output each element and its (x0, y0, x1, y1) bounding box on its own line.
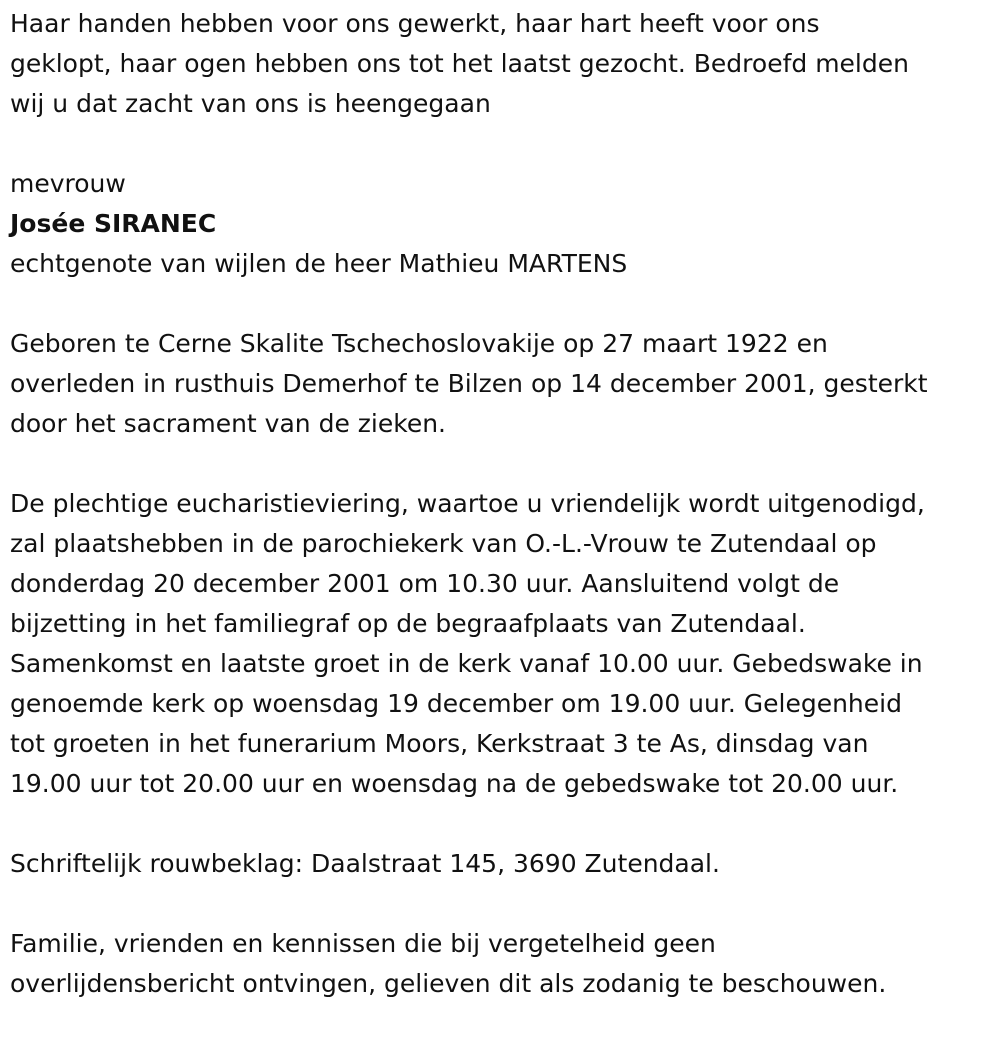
paragraph-gap (10, 124, 995, 164)
spouse-line: echtgenote van wijlen de heer Mathieu MARTENS (10, 249, 628, 278)
salutation: mevrouw (10, 169, 126, 198)
paragraph-gap (10, 804, 995, 844)
closing-paragraph (10, 924, 995, 1004)
intro-line: geklopt, haar ogen hebben ons tot het laatst gezocht. Bedroefd melden (10, 49, 909, 78)
intro-paragraph (10, 4, 995, 124)
paragraph-gap (10, 284, 995, 324)
ceremony-line: De plechtige eucharistieviering, waartoe u vriendelijk wordt uitgenodigd, (10, 489, 925, 518)
paragraph-gap (10, 444, 995, 484)
birth-death-line: overleden in rusthuis Demerhof te Bilzen op 14 december 2001, gesterkt (10, 369, 928, 398)
ceremony-line: genoemde kerk op woensdag 19 december om 19.00 uur. Gelegenheid (10, 689, 902, 718)
ceremony-line: zal plaatshebben in de parochiekerk van O.-L.-Vrouw te Zutendaal op (10, 529, 877, 558)
paragraph-gap (10, 884, 995, 924)
ceremony-line: donderdag 20 december 2001 om 10.30 uur. Aansluitend volgt de (10, 569, 840, 598)
birth-death-paragraph (10, 324, 995, 444)
closing-line: overlijdensbericht ontvingen, gelieven dit als zodanig te beschouwen. (10, 969, 887, 998)
intro-line: wij u dat zacht van ons is heengegaan (10, 89, 491, 118)
ceremony-paragraph (10, 484, 995, 804)
closing-line: Familie, vrienden en kennissen die bij vergetelheid geen (10, 929, 716, 958)
birth-death-line: Geboren te Cerne Skalite Tschechoslovakije op 27 maart 1922 en (10, 329, 828, 358)
ceremony-line: tot groeten in het funerarium Moors, Kerkstraat 3 te As, dinsdag van (10, 729, 869, 758)
condolence-address: Schriftelijk rouwbeklag: Daalstraat 145, 3690 Zutendaal. (10, 849, 720, 878)
ceremony-line: Samenkomst en laatste groet in de kerk vanaf 10.00 uur. Gebedswake in (10, 649, 923, 678)
obituary-notice (10, 4, 995, 1004)
deceased-name: Josée SIRANEC (10, 209, 217, 238)
intro-line: Haar handen hebben voor ons gewerkt, haar hart heeft voor ons (10, 9, 820, 38)
ceremony-line: bijzetting in het familiegraf op de begraafplaats van Zutendaal. (10, 609, 806, 638)
birth-death-line: door het sacrament van de zieken. (10, 409, 446, 438)
ceremony-line: 19.00 uur tot 20.00 uur en woensdag na de gebedswake tot 20.00 uur. (10, 769, 899, 798)
